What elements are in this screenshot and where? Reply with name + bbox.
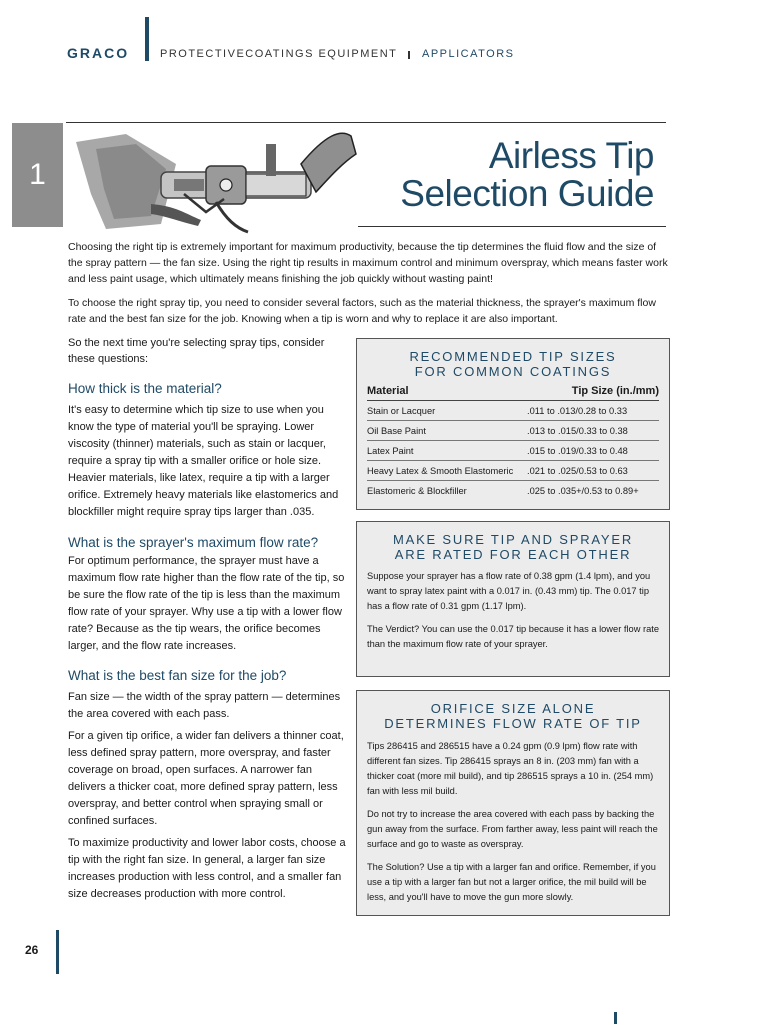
question-3-heading: What is the best fan size for the job? (68, 668, 287, 683)
tip-sprayer-text-1: Suppose your sprayer has a flow rate of 0.38 gpm (1.4 lpm), and you want to spray latex paint with a 0.017 in. (0.43 mm) tip. The 0.017 tip has a flow rate of 0.31 gpm (1.17 lpm). (367, 571, 651, 611)
title-rule (358, 226, 666, 227)
header-separator (408, 51, 410, 59)
question-3-text-1: Fan size — the width of the spray pattern — determines the area covered with each pass. (68, 691, 341, 720)
intro-paragraph-2: To choose the right spray tip, you need to consider several factors, such as the material thickness, the sprayer's maximum flow rate and the best fan size for the job. Knowing when a tip is worn and why to replace it are also important. (68, 297, 656, 325)
table-row (367, 461, 659, 481)
tip-sizes-title-2: FOR COMMON COATINGS (414, 364, 612, 379)
question-2-heading: What is the sprayer's maximum flow rate? (68, 535, 319, 550)
question-1-text: It's easy to determine which tip size to use when you know the type of material you'll be spraying. Lower viscosity (thinner) materials, such as stain or lacquer, require a spray tip with a smaller orifice or hole size. Heavier materials, like latex, require a tip with a larger orifice. Extremely heavy materials like elastomerics and blockfiller might require spray tips larger than .035. (68, 404, 339, 518)
questions-lead: So the next time you're selecting spray tips, consider these questions: (68, 337, 325, 365)
column-tip-size: Tip Size (in./mm) (571, 385, 659, 397)
question-3-text-3: To maximize productivity and lower labor costs, choose a tip with the right fan size. In general, a larger fan size increases production with less control, and a smaller fan size decreases production with more control. (68, 837, 346, 900)
column-material: Material (367, 385, 409, 397)
row-material: Stain or Lacquer (367, 405, 436, 416)
row-material: Latex Paint (367, 445, 414, 456)
table-row (367, 481, 659, 500)
header-accent-bar (145, 17, 149, 61)
page-number: 26 (25, 943, 39, 957)
page-title-line2: Selection Guide (400, 173, 654, 214)
orifice-box (356, 690, 670, 916)
row-size: .021 to .025/0.53 to 0.63 (527, 465, 628, 476)
tip-sprayer-text-2: The Verdict? You can use the 0.017 tip because it has a lower flow rate than the maximum flow rate of your sprayer. (367, 624, 660, 649)
tip-sprayer-title-2: ARE RATED FOR EACH OTHER (394, 547, 632, 562)
tip-sizes-box (356, 338, 670, 510)
tip-sprayer-box (356, 521, 670, 677)
orifice-text-3: The Solution? Use a tip with a larger fan and orifice. Remember, if you use a tip with a larger fan but not a larger orifice, the mil build will be less, and you'll have to move the gun more slowly. (367, 862, 656, 902)
tip-sizes-title-1: RECOMMENDED TIP SIZES (409, 349, 617, 364)
orifice-title-1: ORIFICE SIZE ALONE (430, 701, 596, 716)
row-size: .011 to .013/0.28 to 0.33 (527, 405, 628, 416)
table-row (367, 421, 659, 441)
row-material: Oil Base Paint (367, 425, 426, 436)
chapter-tab: 1 (12, 123, 63, 227)
tip-sizes-table (367, 385, 659, 500)
question-1-heading: How thick is the material? (68, 381, 222, 396)
top-rule (66, 122, 666, 123)
orifice-text-1: Tips 286415 and 286515 have a 0.24 gpm (0.9 lpm) flow rate with different fan sizes. Tip 286415 sprays an 8 in. (203 mm) fan with a thicker coat (more mil build), and tip 286515 sprays a 10 in. (254 mm) fan with less mil build. (367, 741, 654, 796)
page-title-line1: Airless Tip (488, 135, 654, 176)
header-section: PROTECTIVECOATINGS EQUIPMENT (160, 48, 398, 60)
row-material: Heavy Latex & Smooth Elastomeric (367, 465, 514, 476)
row-size: .015 to .019/0.33 to 0.48 (527, 445, 628, 456)
table-row (367, 441, 659, 461)
page-title (360, 137, 654, 213)
row-size: .025 to .035+/0.53 to 0.89+ (527, 485, 639, 496)
spray-gun-illustration (66, 124, 366, 234)
row-material: Elastomeric & Blockfiller (367, 485, 467, 496)
tip-sprayer-title-1: MAKE SURE TIP AND SPRAYER (392, 532, 634, 547)
brand-logo-text: GRACO (67, 45, 130, 61)
table-header (367, 385, 659, 401)
header-subsection: APPLICATORS (422, 48, 515, 60)
intro-paragraph-1: Choosing the right tip is extremely important for maximum productivity, because the tip determines the fluid flow and the size of the spray pattern — the fan size. Using the right tip results in maximum control and minimum overspray, which means faster work and less paint usage, which ultimately means finishing the job quickly without wasting paint! (68, 241, 668, 285)
row-size: .013 to .015/0.33 to 0.38 (527, 425, 628, 436)
footer-accent-bar (56, 930, 59, 974)
orifice-text-2: Do not try to increase the area covered with each pass by backing the gun away from the surface. From farther away, less paint will reach the surface and go to waste as overspray. (367, 809, 658, 849)
table-row (367, 401, 659, 421)
orifice-title-2: DETERMINES FLOW RATE OF TIP (384, 716, 642, 731)
question-2-text: For optimum performance, the sprayer must have a maximum flow rate higher than the flow rate of the tip, so be sure the flow rate of the tip is less than the maximum flow rate of your sprayer. Why use a tip with a lower flow rate? Because as the tip wears, the orifice becomes larger, and the flow rate increases. (68, 555, 345, 652)
question-3-text-2: For a given tip orifice, a wider fan delivers a thinner coat, less defined spray pattern, more overspray, and faster coverage on broad, open surfaces. A narrower fan delivers a thicker coat, more defined spray pattern, less overspray, and better control when spraying small or confined surfaces. (68, 730, 344, 827)
bottom-accent-bar (614, 1012, 617, 1024)
